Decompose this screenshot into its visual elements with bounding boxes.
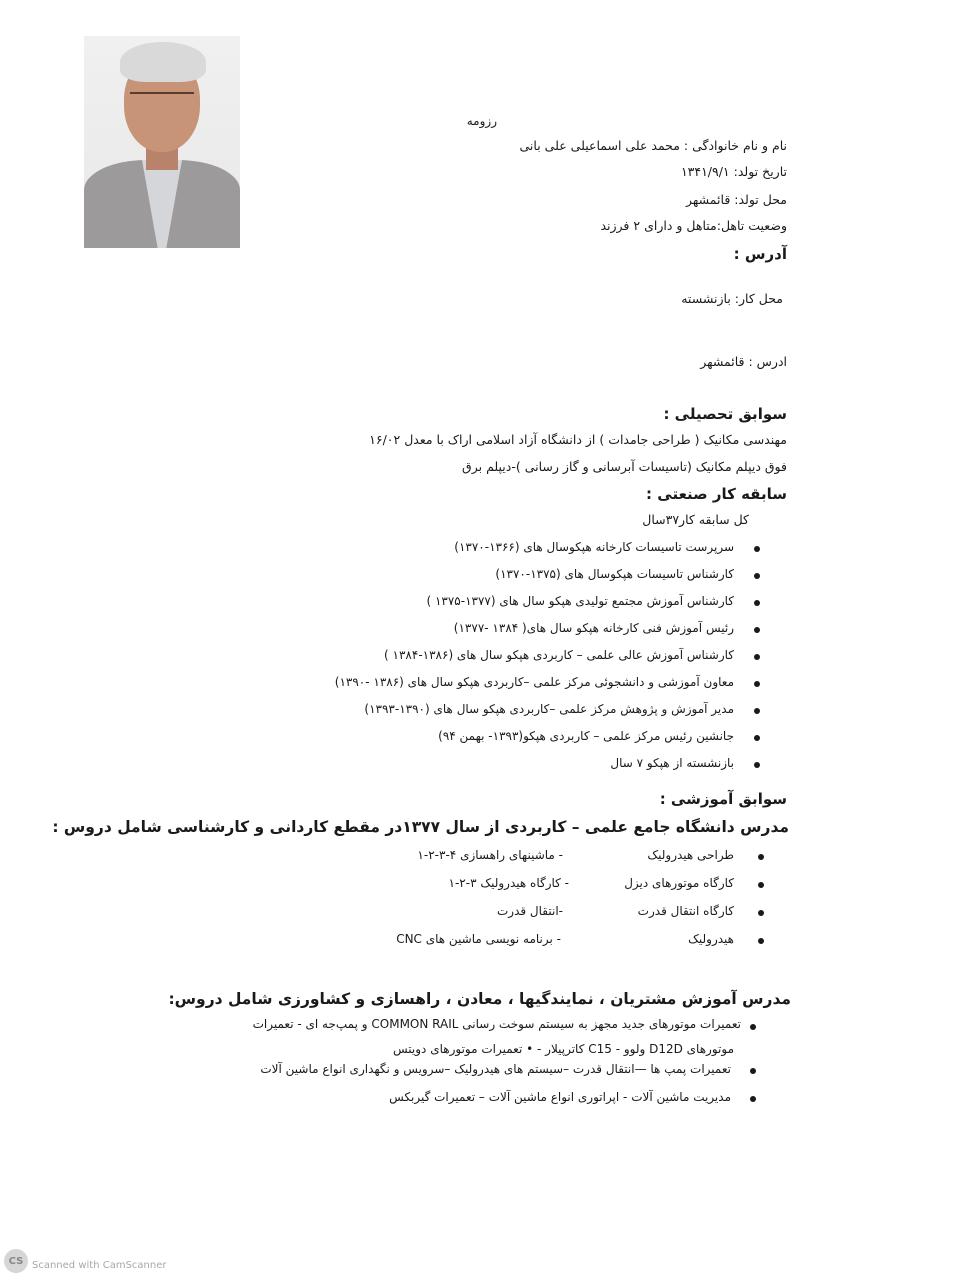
bullet-icon <box>758 882 764 888</box>
scanner-watermark: Scanned with CamScanner <box>32 1260 167 1271</box>
work-item-3: کارشناس آموزش مجتمع تولیدی هپکو سال های (۱۳۷۷-۱۳۷۵ ) <box>426 594 734 608</box>
work-item-8: جانشین رئیس مرکز علمی – کاربردی هپکو(۱۳۹۳- بهمن ۹۴) <box>438 729 734 743</box>
work-item-5: کارشناس آموزش عالی علمی – کاربردی هپکو سال های (۱۳۸۶-۱۳۸۴ ) <box>384 648 734 662</box>
profile-photo <box>84 36 240 248</box>
bullet-icon <box>758 910 764 916</box>
customer-item-1-line-1: تعمیرات موتورهای جدید مجهز به سیستم سوخت رسانی COMMON RAIL و پمپ‌جه ای - تعمیرات <box>252 1017 741 1031</box>
bullet-icon <box>754 600 760 606</box>
bullet-icon <box>754 681 760 687</box>
address-line: ادرس : قائمشهر <box>700 354 787 369</box>
customer-item-1-line-2: موتورهای D12D ولوو - C15 کاترپیلار - • تعمیرات موتورهای دویتس <box>393 1042 734 1056</box>
bullet-icon <box>758 854 764 860</box>
name-line: نام و نام خانوادگی : محمد علی اسماعیلی علی بانی <box>519 138 787 153</box>
customer-item-2: تعمیرات پمپ ها —انتقال قدرت –سیستم های هیدرولیک –سرویس و نگهداری انواع ماشین آلات <box>260 1062 731 1076</box>
bullet-icon <box>758 938 764 944</box>
work-item-2: کارشناس تاسیسات هپکوسال های (۱۳۷۵-۱۳۷۰) <box>495 567 734 581</box>
course-left-2: - کارگاه هیدرولیک ۳-۲-۱ <box>448 876 569 890</box>
bullet-icon <box>750 1096 756 1102</box>
course-right-1: طراحی هیدرولیک <box>647 848 734 862</box>
address-heading: آدرس : <box>733 245 787 263</box>
customer-heading: مدرس آموزش مشتریان ، نمایندگیها ، معادن ، راهسازی و کشاورزی شامل دروس: <box>168 990 791 1008</box>
work-heading: سابقه کار صنعتی : <box>646 485 787 503</box>
education-item-1: مهندسی مکانیک ( طراحی جامدات ) از دانشگاه آزاد اسلامی اراک با معدل ۱۶/۰۲ <box>369 432 787 447</box>
teaching-heading: سوابق آموزشی : <box>659 790 787 808</box>
education-item-2: فوق دیپلم مکانیک (تاسیسات آبرسانی و گاز رسانی )-دیپلم برق <box>462 459 787 474</box>
course-left-3: -انتقال قدرت <box>496 904 563 918</box>
bullet-icon <box>754 762 760 768</box>
bullet-icon <box>750 1068 756 1074</box>
bullet-icon <box>754 627 760 633</box>
course-left-4: - برنامه نویسی ماشین های CNC <box>396 932 561 946</box>
bullet-icon <box>754 546 760 552</box>
course-right-4: هیدرولیک <box>688 932 734 946</box>
workplace-line: محل کار: بازنشسته <box>681 291 783 306</box>
bullet-icon <box>750 1024 756 1030</box>
page-title: رزومه <box>466 114 497 128</box>
course-left-1: - ماشینهای راهسازی ۴-۳-۲-۱ <box>417 848 563 862</box>
marital-line: وضعیت تاهل:متاهل و دارای ۲ فرزند <box>600 218 787 233</box>
work-item-6: معاون آموزشی و دانشجوئی مرکز علمی –کاربردی هپکو سال های (۱۳۸۶ -۱۳۹۰) <box>334 675 734 689</box>
bullet-icon <box>754 735 760 741</box>
course-right-2: کارگاه موتورهای دیزل <box>624 876 734 890</box>
work-item-7: مدیر آموزش و پژوهش مرکز علمی –کاربردی هپکو سال های (۱۳۹۰-۱۳۹۳) <box>364 702 734 716</box>
camscanner-logo: CS <box>4 1249 28 1273</box>
birth-date-line: تاریخ تولد: ۱۳۴۱/۹/۱ <box>680 164 787 179</box>
university-heading: مدرس دانشگاه جامع علمی – کاربردی از سال ۱۳۷۷در مقطع کاردانی و کارشناسی شامل دروس : <box>52 818 789 836</box>
bullet-icon <box>754 573 760 579</box>
course-right-3: کارگاه انتقال قدرت <box>637 904 734 918</box>
education-heading: سوابق تحصیلی : <box>663 405 787 423</box>
work-item-9: بازنشسته از هپکو ۷ سال <box>610 756 734 770</box>
work-item-1: سرپرست تاسیسات کارخانه هپکوسال های (۱۳۶۶-۱۳۷۰) <box>454 540 734 554</box>
customer-item-3: مدیریت ماشین آلات - اپراتوری انواع ماشین آلات – تعمیرات گیربکس <box>389 1090 731 1104</box>
work-item-4: رئیس آموزش فنی کارخانه هپکو سال های( ۱۳۸۴ -۱۳۷۷) <box>453 621 734 635</box>
work-total: کل سابقه کار۳۷سال <box>642 512 749 527</box>
birth-place-line: محل تولد: قائمشهر <box>686 192 787 207</box>
bullet-icon <box>754 708 760 714</box>
bullet-icon <box>754 654 760 660</box>
